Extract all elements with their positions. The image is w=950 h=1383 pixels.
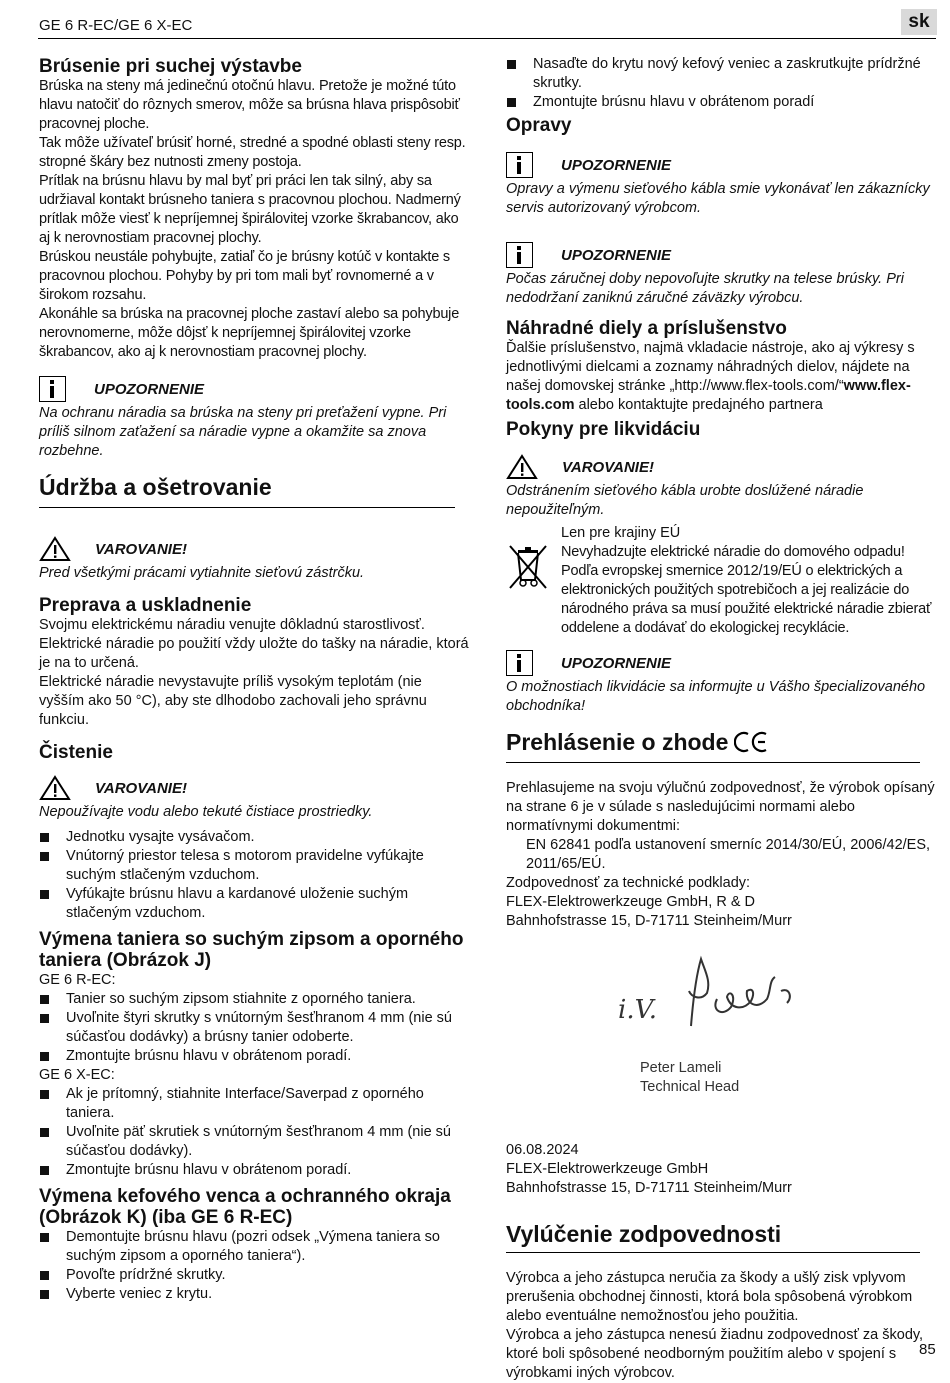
running-header-model: GE 6 R-EC/GE 6 X-EC bbox=[39, 17, 193, 34]
list-item: Jednotku vysajte vysávačom. bbox=[39, 828, 469, 847]
list-item: Zmontujte brúsnu hlavu v obrátenom poradí. bbox=[39, 1047, 469, 1066]
section-rule bbox=[39, 507, 455, 508]
signatory-role: Technical Head bbox=[640, 1079, 740, 1095]
declaration-company: FLEX-Elektrowerkzeuge GmbH, R & D bbox=[506, 894, 755, 910]
weee-bin-icon bbox=[506, 524, 558, 638]
plate-list-x bbox=[39, 1085, 469, 1180]
declaration-company-footer: FLEX-Elektrowerkzeuge GmbH bbox=[506, 1161, 709, 1177]
dry-paragraph-2: Tak môže užívateľ brúsiť horné, stredné a spodné oblasti steny resp. stropné škáry bez nutnosti zmeny postoja. bbox=[39, 135, 466, 170]
dry-paragraph-4: Brúskou neustále pohybujte, zatiaľ čo je brúsny kotúč v kontakte s pracovnou plochou. Pohyby by pri tom mali byť rovnomerné a v širokom rozsahu. bbox=[39, 249, 450, 303]
notice-text: Počas záručnej doby nepovoľujte skrutky na telese brúsky. Pri nedodržaní zaniknú záručné záväzky výrobcu. bbox=[506, 271, 904, 306]
section-title-transport: Preprava a uskladnenie bbox=[39, 595, 252, 616]
notice-heading bbox=[506, 240, 938, 270]
declaration-responsibility: Zodpovednosť za technické podklady: bbox=[506, 875, 751, 891]
notice-heading bbox=[39, 374, 469, 404]
brush-list bbox=[39, 1228, 469, 1304]
section-title-disposal: Pokyny pre likvidáciu bbox=[506, 419, 701, 440]
list-item: Uvoľnite štyri skrutky s vnútorným šesťhranom 4 mm (nie sú súčasťou dodávky) a brúsny tanier odoberte. bbox=[39, 1009, 469, 1047]
warning-heading bbox=[39, 773, 469, 803]
signatory-name: Peter Lameli bbox=[640, 1060, 722, 1076]
weee-block bbox=[506, 524, 938, 638]
signature-block bbox=[506, 931, 938, 1141]
notice-text: O možnostiach likvidácie sa informujte u Vášho špecializovaného obchodníka! bbox=[506, 679, 926, 714]
list-item: Vnútorný priestor telesa s motorom pravidelne vyfúkajte suchým stlačeným vzduchom. bbox=[39, 847, 469, 885]
info-icon bbox=[506, 152, 533, 178]
ce-mark-icon bbox=[734, 731, 770, 753]
warning-text: Odstránením sieťového kábla urobte doslúžené náradie nepoužiteľným. bbox=[506, 483, 864, 518]
language-tab: sk bbox=[901, 9, 937, 35]
list-item: Tanier so suchým zipsom stiahnite z oporného taniera. bbox=[39, 990, 469, 1009]
section-title-declaration: Prehlásenie o zhode bbox=[506, 729, 729, 755]
section-title-liability: Vylúčenie zodpovednosti bbox=[506, 1221, 782, 1247]
list-item: Zmontujte brúsnu hlavu v obrátenom poradí. bbox=[39, 1161, 469, 1180]
declaration-date: 06.08.2024 bbox=[506, 1142, 579, 1158]
notice-label: UPOZORNENIE bbox=[561, 246, 672, 264]
list-item: Vyberte veniec z krytu. bbox=[39, 1285, 469, 1304]
warning-text: Pred všetkými prácami vytiahnite sieťovú zástrčku. bbox=[39, 565, 365, 581]
notice-heading bbox=[506, 648, 938, 678]
notice-text: Opravy a výmenu sieťového kábla smie vykonávať len zákaznícky servis autorizovaný výrobcom. bbox=[506, 181, 930, 216]
right-column bbox=[506, 52, 938, 1383]
info-icon bbox=[506, 650, 533, 676]
eu-only-label: Len pre krajiny EÚ bbox=[561, 525, 681, 541]
section-title-spare-parts: Náhradné diely a príslušenstvo bbox=[506, 318, 787, 339]
warning-label: VAROVANIE! bbox=[562, 458, 654, 476]
header-rule bbox=[38, 38, 936, 39]
list-item: Demontujte brúsnu hlavu (pozri odsek „Výmena taniera so suchým zipsom a oporného taniera“). bbox=[39, 1228, 469, 1266]
transport-paragraph-2: Elektrické náradie po použití vždy uložte do tašky na náradie, ktorá je na to určená. bbox=[39, 636, 469, 671]
dry-paragraph-1: Brúska na steny má jedinečnú otočnú hlavu. Pretože je možné túto hlavu natočiť do rôznych smerov, môže sa brúsna hlava prispôsobiť pracovnej ploche. bbox=[39, 78, 460, 132]
section-title-dry-sanding: Brúsenie pri suchej výstavbe bbox=[39, 56, 302, 77]
declaration-address: Bahnhofstrasse 15, D-71711 Steinheim/Murr bbox=[506, 913, 792, 929]
page-number: 85 bbox=[919, 1341, 936, 1358]
warning-heading bbox=[506, 452, 938, 482]
plate-list-r bbox=[39, 990, 469, 1066]
warning-triangle-icon bbox=[39, 775, 71, 801]
notice-label: UPOZORNENIE bbox=[561, 654, 672, 672]
warning-label: VAROVANIE! bbox=[95, 779, 187, 797]
section-title-cleaning: Čistenie bbox=[39, 742, 113, 763]
cleaning-list bbox=[39, 828, 469, 923]
list-item: Ak je prítomný, stiahnite Interface/Saverpad z oporného taniera. bbox=[39, 1085, 469, 1123]
dry-paragraph-3: Prítlak na brúsnu hlavu by mal byť pri práci len tak silný, aby sa udržiaval kontakt brúsneho taniera s pracovnou plochou. Nadmerný prítlak môže viesť k nepríjemnej špirálovitej vzorke škrabancov, ako aj k nerovnostiam pracovnej plochy. bbox=[39, 173, 461, 246]
section-title-plate-replacement: Výmena taniera so suchým zipsom a oporného taniera (Obrázok J) bbox=[39, 929, 464, 971]
notice-text: Na ochranu náradia sa brúska na steny pri preťažení vypne. Pri príliš silnom zaťažení sa náradie vypne a okamžite sa znova rozbehne. bbox=[39, 405, 447, 459]
dry-paragraph-5: Akonáhle sa brúska na pracovnej ploche zastaví alebo sa pohybuje nerovnomerne, môže dôjsť k nepríjemnej špirálovitej vzorke škrabancov, ako aj k nerovnostiam pracovnej plochy. bbox=[39, 306, 460, 360]
left-column bbox=[39, 52, 469, 1304]
handwritten-signature bbox=[671, 951, 821, 1031]
declaration-standards: EN 62841 podľa ustanovení smerníc 2014/30/EÚ, 2006/42/ES, 2011/65/EÚ. bbox=[526, 837, 931, 872]
declaration-paragraph: Prehlasujeme na svoju výlučnú zodpovednosť, že výrobok opísaný na strane 6 je v súlade s nasledujúcimi normami alebo normatívnymi dokumentmi: bbox=[506, 780, 935, 834]
list-item: Povoľte prídržné skrutky. bbox=[39, 1266, 469, 1285]
warning-label: VAROVANIE! bbox=[95, 540, 187, 558]
info-icon bbox=[506, 242, 533, 268]
model-subheading: GE 6 X-EC: bbox=[39, 1067, 115, 1083]
model-subheading: GE 6 R-EC: bbox=[39, 972, 116, 988]
section-rule bbox=[506, 762, 920, 763]
list-item: Uvoľnite päť skrutiek s vnútorným šesťhranom 4 mm (nie sú súčasťou dodávky). bbox=[39, 1123, 469, 1161]
list-item: Zmontujte brúsnu hlavu v obrátenom poradí bbox=[506, 93, 938, 112]
section-rule bbox=[506, 1252, 920, 1253]
liability-paragraph-1: Výrobca a jeho zástupca neručia za škody a ušlý zisk vplyvom prerušenia obchodnej činnosti, ktorá bola spôsobená výrobkom alebo eventuálne nemožnosťou jeho použitia. bbox=[506, 1270, 913, 1324]
section-title-maintenance: Údržba a ošetrovanie bbox=[39, 474, 272, 500]
list-item: Nasaďte do krytu nový kefový veniec a zaskrutkujte prídržné skrutky. bbox=[506, 55, 938, 93]
info-icon bbox=[39, 376, 66, 402]
warning-heading bbox=[39, 534, 469, 564]
section-title-repairs: Opravy bbox=[506, 115, 572, 136]
notice-label: UPOZORNENIE bbox=[561, 156, 672, 174]
liability-paragraph-2: Výrobca a jeho zástupca nenesú žiadnu zodpovednosť za škody, ktoré boli spôsobené neodborným použitím alebo v spojení s výrobkami iných výrobcov. bbox=[506, 1327, 924, 1381]
transport-paragraph-1: Svojmu elektrickému náradiu venujte dôkladnú starostlivosť. bbox=[39, 617, 425, 633]
transport-paragraph-3: Elektrické náradie nevystavujte príliš vysokým teplotám (nie vyšším ako 50 °C), aby ste dlhodobo zachovali jeho správnu funkciu. bbox=[39, 674, 427, 728]
notice-label: UPOZORNENIE bbox=[94, 380, 205, 398]
spare-parts-text: Ďalšie príslušenstvo, najmä vkladacie nástroje, ako aj výkresy s jednotlivými dielcami a zoznamy náhradných dielov, nájdete na našej domovskej stránke „http://www.flex-tools.com/“www.flex-tools.com alebo kontaktujte predajného partnera bbox=[506, 340, 915, 413]
warning-triangle-icon bbox=[506, 454, 538, 480]
weee-text: Nevyhadzujte elektrické náradie do domového odpadu! Podľa evropskej smernice 2012/19/EÚ o elektrických a elektronických použitých spotrebičoch a jej realizácie do národného práva sa musí použité elektrické náradie zbierať oddelene a dodávať do ekologickej recyklácie. bbox=[561, 544, 932, 636]
notice-heading bbox=[506, 150, 938, 180]
warning-triangle-icon bbox=[39, 536, 71, 562]
declaration-heading bbox=[506, 728, 938, 756]
warning-text: Nepoužívajte vodu alebo tekuté čistiace prostriedky. bbox=[39, 804, 373, 820]
signature-prefix: i.V. bbox=[618, 995, 658, 1025]
website-link[interactable]: www.flex-tools.com bbox=[506, 378, 911, 413]
section-title-brush-ring: Výmena kefového venca a ochranného okraja (Obrázok K) (iba GE 6 R-EC) bbox=[39, 1186, 451, 1228]
brush-list-continued bbox=[506, 55, 938, 112]
list-item: Vyfúkajte brúsnu hlavu a kardanové uloženie suchým stlačeným vzduchom. bbox=[39, 885, 469, 923]
declaration-address-footer: Bahnhofstrasse 15, D-71711 Steinheim/Murr bbox=[506, 1180, 792, 1196]
